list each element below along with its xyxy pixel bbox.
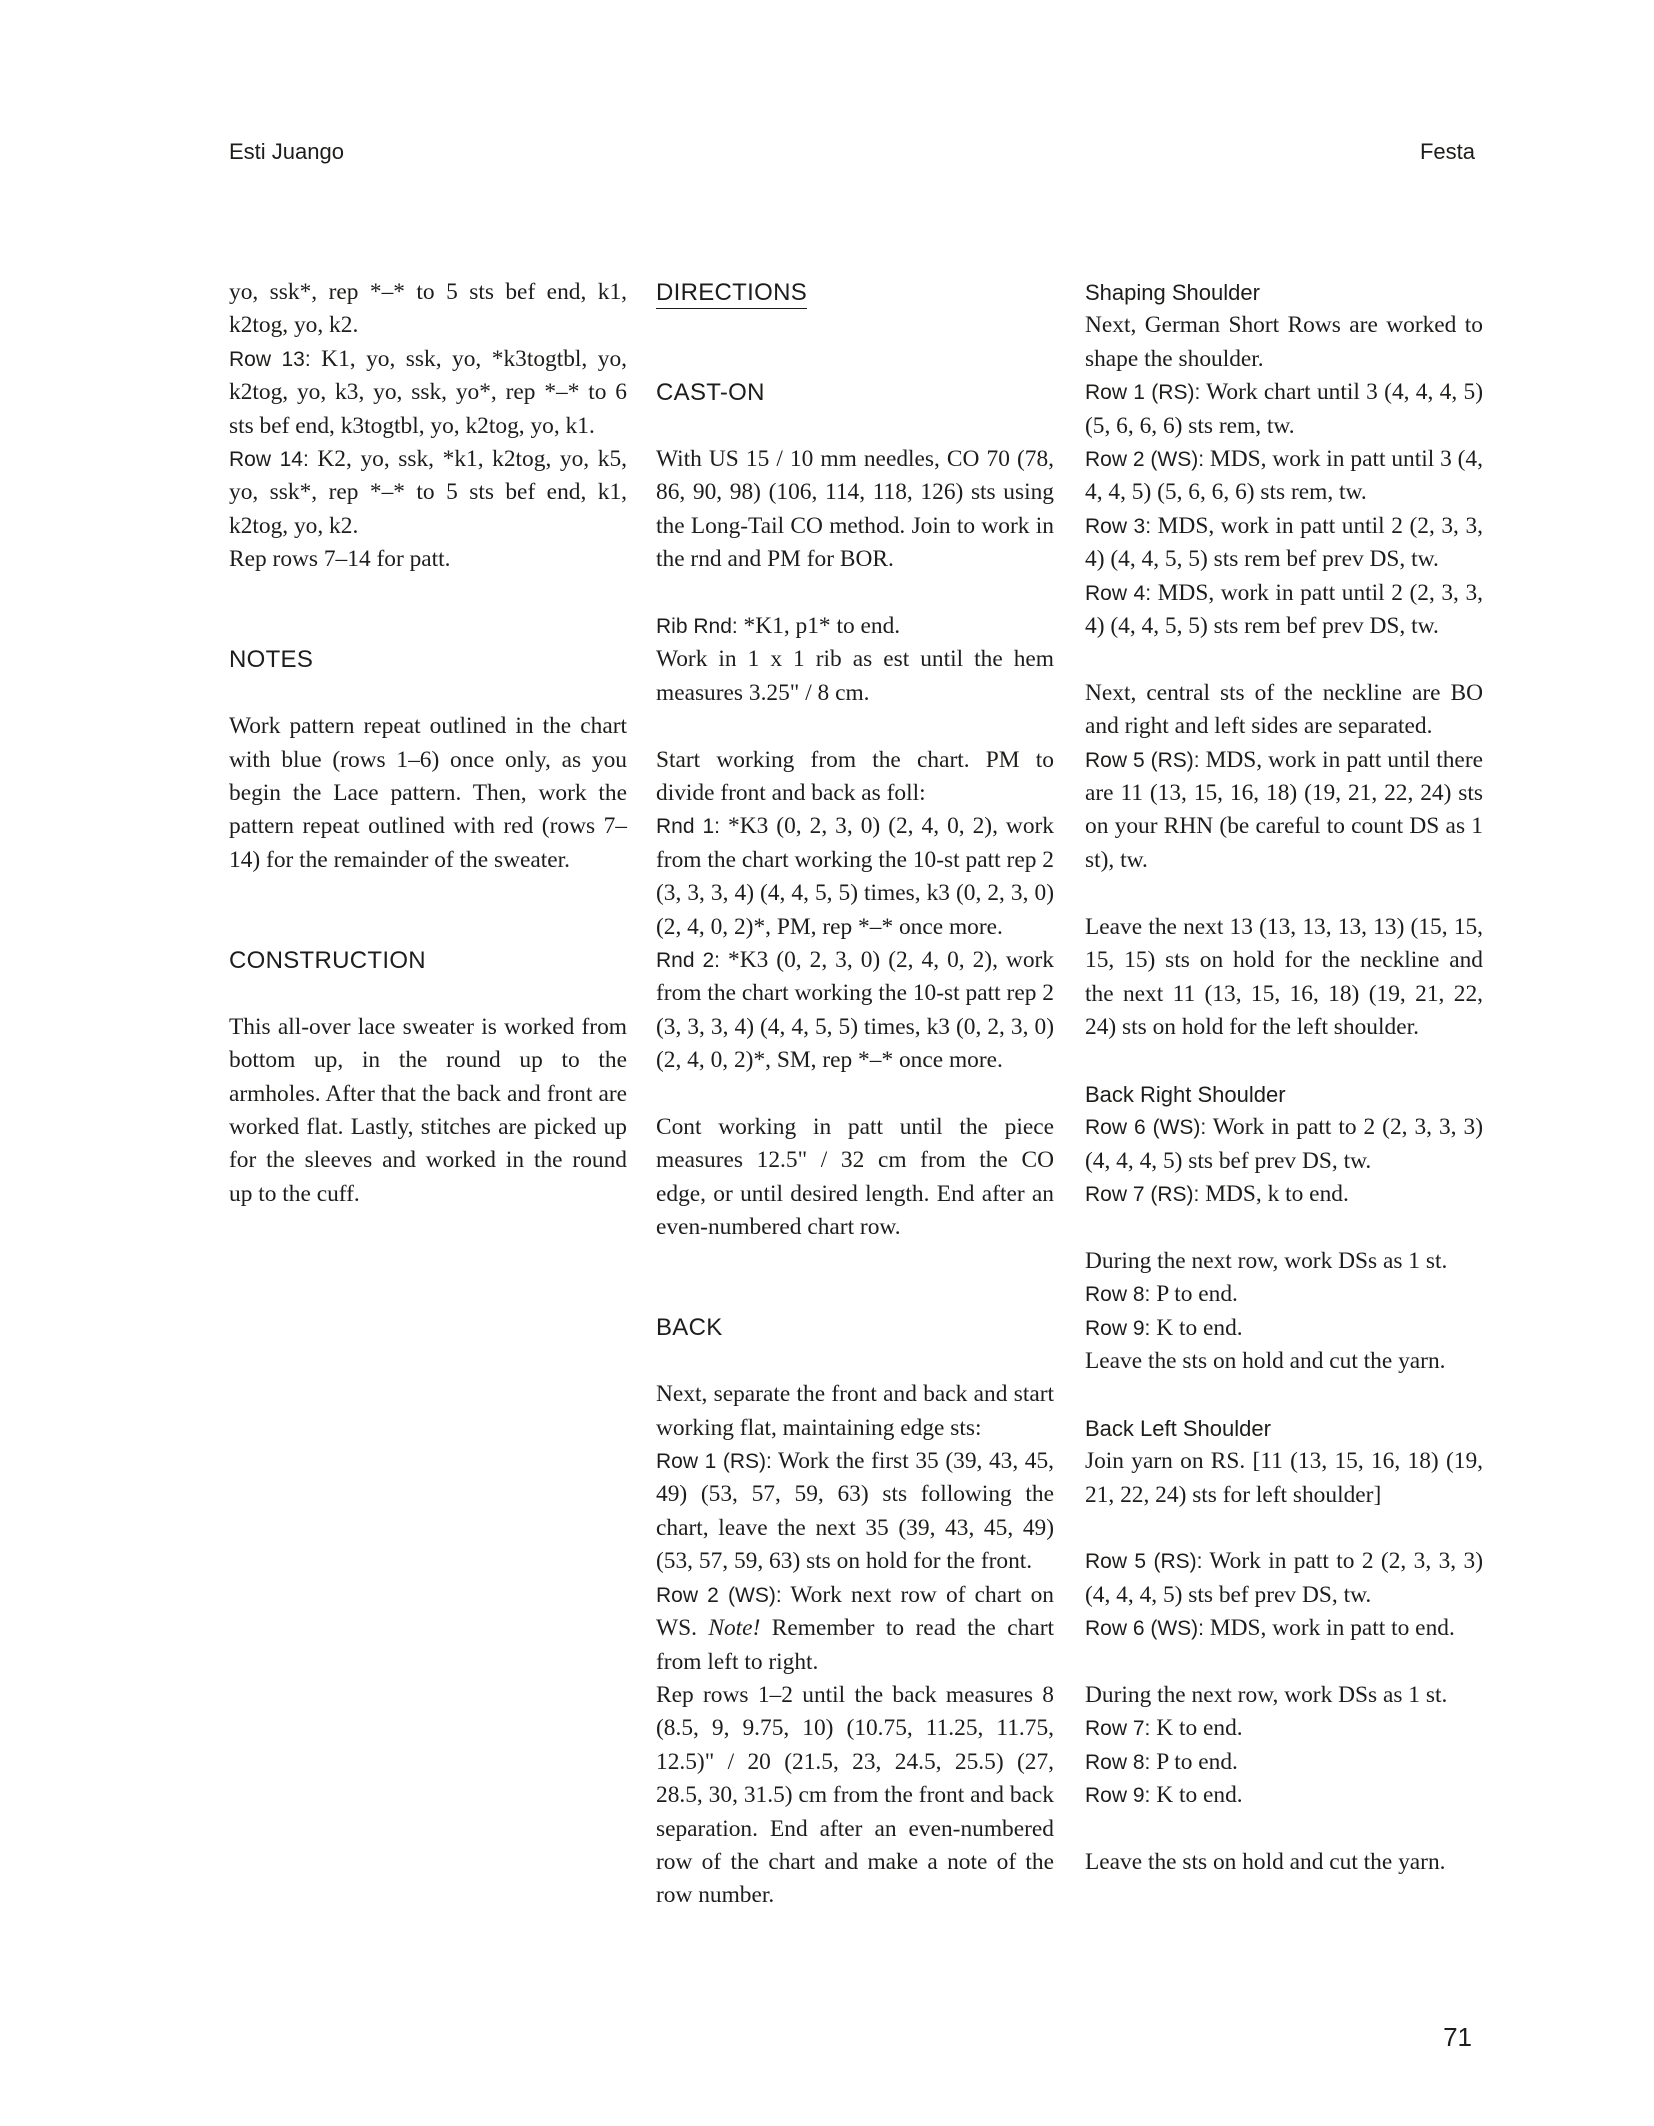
directions-heading-text: DIRECTIONS [656,278,807,309]
rnd1-label: Rnd 1: [656,815,721,839]
bls-row8-text: P to end. [1150,1748,1238,1775]
back-row2 [656,1579,1054,1679]
back-row2-text-a: Work next row of chart on WS. [656,1581,1054,1642]
shaping-row2 [1085,443,1483,510]
bls-row5-text: Work in patt to 2 (2, 3, 3, 3) (4, 4, 4, 5) sts bef prev DS, tw. [1085,1548,1483,1608]
column-2 [656,276,1054,1913]
bls-during-text: During the next row, work DSs as 1 st. [1085,1681,1448,1708]
brs-row7-text: MDS, k to end. [1199,1180,1349,1207]
back-row2-text-b: Remember to read the chart from left to right. [656,1615,1054,1675]
shaping-row3-text: MDS, work in patt until 2 (2, 3, 3, 4) (4, 4, 5, 5) sts rem bef prev DS, tw. [1085,512,1483,573]
shaping-row2-label: Row 2 (WS): [1085,448,1205,472]
column-1 [229,276,627,1211]
bls-row9-text: K to end. [1150,1782,1243,1809]
rib-work-text: Work in 1 x 1 rib as est until the hem measures 3.25" / 8 cm. [656,646,1054,706]
shaping-intro: Next, German Short Rows are worked to shape the shoulder. [1085,312,1483,372]
rnd1-paragraph [656,810,1054,944]
brs-row7-label: Row 7 (RS): [1085,1182,1200,1206]
shaping-row1 [1085,376,1483,443]
running-header-title: Festa [1419,139,1475,164]
bls-leave-text: Leave the sts on hold and cut the yarn. [1085,1848,1446,1875]
rib-text: *K1, p1* to end. [737,613,901,639]
caston-heading: CAST-ON [656,379,765,407]
shaping-row2-text: MDS, work in patt until 3 (4, 4, 4, 5) (5, 6, 6, 6) sts rem, tw. [1085,446,1483,506]
bls-row7-text: K to end. [1150,1715,1243,1742]
shaping-row4 [1085,577,1483,644]
back-row1 [656,1445,1054,1579]
construction-heading: CONSTRUCTION [229,947,426,975]
brs-row8-text: P to end. [1150,1281,1238,1308]
bls-row8-label: Row 8: [1085,1750,1151,1774]
shaping-row3-label: Row 3: [1085,514,1152,538]
bls-row7-label: Row 7: [1085,1717,1151,1741]
rib-label: Rib Rnd: [656,615,738,638]
rib-round [656,610,1054,643]
brs-row9-text: K to end. [1150,1314,1243,1341]
back-row2-note: Note! [708,1615,761,1642]
notes-heading: NOTES [229,646,314,674]
repeat-instruction: Rep rows 7–14 for patt. [229,546,451,573]
bls-row6-label: Row 6 (WS): [1085,1617,1205,1641]
column-3 [1085,276,1483,1879]
bls-join-text: Join yarn on RS. [11 (13, 15, 16, 18) (19, 21, 22, 24) sts for left shoulder] [1085,1448,1483,1508]
brs-row9-label: Row 9: [1085,1316,1151,1340]
back-left-shoulder-heading: Back Left Shoulder [1085,1415,1271,1441]
caston-text: With US 15 / 10 mm needles, CO 70 (78, 86, 90, 98) (106, 114, 118, 126) sts using the Long-Tail CO method. Join to work in the rnd and PM for BOR. [656,445,1054,573]
row14-label: Row 14: [229,448,309,472]
page-number: 71 [1443,2022,1472,2052]
shaping-row1-text: Work chart until 3 (4, 4, 4, 5) (5, 6, 6, 6) sts rem, tw. [1085,379,1483,439]
brs-row7 [1085,1178,1483,1211]
back-right-shoulder-heading: Back Right Shoulder [1085,1081,1286,1107]
shaping-row4-label: Row 4: [1085,581,1152,605]
bls-row9 [1085,1779,1483,1812]
brs-row6 [1085,1111,1483,1178]
rnd2-label: Rnd 2: [656,949,721,973]
shaping-row3 [1085,510,1483,577]
bls-row6 [1085,1612,1483,1645]
chart-intro: Start working from the chart. PM to divide front and back as foll: [656,746,1054,807]
rnd1-text: *K3 (0, 2, 3, 0) (2, 4, 0, 2), work from the chart working the 10-st patt rep 2 (3, 3, 3, 4) (4, 4, 5, 5) times, k3 (0, 2, 3, 0) (2, 4, 0, 2)*, PM, rep *–* once more. [656,813,1055,940]
brs-row9 [1085,1312,1483,1345]
back-repeat-text: Rep rows 1–2 until the back measures 8 (8.5, 9, 9.75, 10) (10.75, 11.25, 11.75, 12.5)" / 20 (21.5, 23, 24.5, 25.5) (27, 28.5, 30, 31.5) cm from the front and back separation. End after an even-numbered row of the chart and make a note of the row number. [656,1681,1054,1909]
brs-row6-label: Row 6 (WS): [1085,1116,1207,1140]
row14-text: K2, yo, ssk, *k1, k2tog, yo, k5, yo, ssk*, rep *–* to 5 sts bef end, k1, k2tog, yo, k2. [229,446,627,539]
bls-row7 [1085,1712,1483,1745]
brs-leave-text: Leave the sts on hold and cut the yarn. [1085,1347,1446,1374]
brs-row8-label: Row 8: [1085,1283,1151,1307]
shaping-row5 [1085,744,1483,878]
row13-label: Row 13: [229,347,311,371]
bls-row6-text: MDS, work in patt to end. [1204,1615,1455,1642]
brs-during-text: During the next row, work DSs as 1 st. [1085,1247,1448,1274]
central-sts-text: Next, central sts of the neckline are BO and right and left sides are separated. [1085,679,1483,740]
rnd2-text: *K3 (0, 2, 3, 0) (2, 4, 0, 2), work from the chart working the 10-st patt rep 2 (3, 3, 3, 4) (4, 4, 5, 5) times, k3 (0, 2, 3, 0) (2, 4, 0, 2)*, SM, rep *–* once more. [656,947,1055,1074]
brs-row6-text: Work in patt to 2 (2, 3, 3, 3) (4, 4, 4, 5) sts bef prev DS, tw. [1085,1114,1483,1174]
bls-row5-label: Row 5 (RS): [1085,1550,1203,1574]
back-row1-text: Work the first 35 (39, 43, 45, 49) (53, 57, 59, 63) sts following the chart, leave the next 35 (39, 43, 45, 49) (53, 57, 59, 63) sts on hold for the front. [656,1448,1054,1575]
bls-row8 [1085,1746,1483,1779]
directions-heading [656,276,1054,309]
row13-text: K1, yo, ssk, yo, *k3togtbl, yo, k2tog, yo, k3, yo, ssk, yo*, rep *–* to 6 sts bef end, k3togtbl, yo, k2tog, yo, k1. [229,345,628,439]
shaping-shoulder-heading: Shaping Shoulder [1085,280,1260,305]
running-header-author: Esti Juango [229,139,344,164]
row13-paragraph [229,343,627,443]
rnd2-paragraph [656,944,1054,1078]
shaping-row1-label: Row 1 (RS): [1085,381,1201,405]
shaping-row5-label: Row 5 (RS): [1085,748,1200,772]
shaping-row4-text: MDS, work in patt until 2 (2, 3, 3, 4) (4, 4, 5, 5) sts rem bef prev DS, tw. [1085,579,1483,640]
continue-text: Cont working in patt until the piece measures 12.5" / 32 cm from the CO edge, or until desired length. End after an even-numbered chart row. [656,1114,1054,1241]
bls-row5 [1085,1545,1483,1612]
back-heading: BACK [656,1314,723,1342]
back-row1-label: Row 1 (RS): [656,1450,772,1474]
back-intro: Next, separate the front and back and start working flat, maintaining edge sts: [656,1381,1054,1441]
construction-text: This all-over lace sweater is worked from bottom up, in the round up to the armholes. After that the back and front are worked flat. Lastly, stitches are picked up for the sleeves and worked in the round up to the cuff. [229,1013,627,1207]
notes-text: Work pattern repeat outlined in the chart with blue (rows 1–6) once only, as you begin the Lace pattern. Then, work the pattern repeat outlined with red (rows 7–14) for the remainder of the sweater. [229,713,627,873]
back-row2-label: Row 2 (WS): [656,1583,782,1607]
shaping-row5-text: MDS, work in patt until there are 11 (13, 15, 16, 18) (19, 21, 22, 24) sts on your RHN (be careful to count DS as 1 st), tw. [1085,746,1483,873]
row14-paragraph [229,443,627,543]
row12-continuation: yo, ssk*, rep *–* to 5 sts bef end, k1, k2tog, yo, k2. [229,279,627,339]
leave-on-hold-text: Leave the next 13 (13, 13, 13, 13) (15, 15, 15, 15) sts on hold for the neckline and the next 11 (13, 15, 16, 18) (19, 21, 22, 24) sts on hold for the left shoulder. [1085,913,1483,1040]
brs-row8 [1085,1278,1483,1311]
bls-row9-label: Row 9: [1085,1784,1151,1808]
